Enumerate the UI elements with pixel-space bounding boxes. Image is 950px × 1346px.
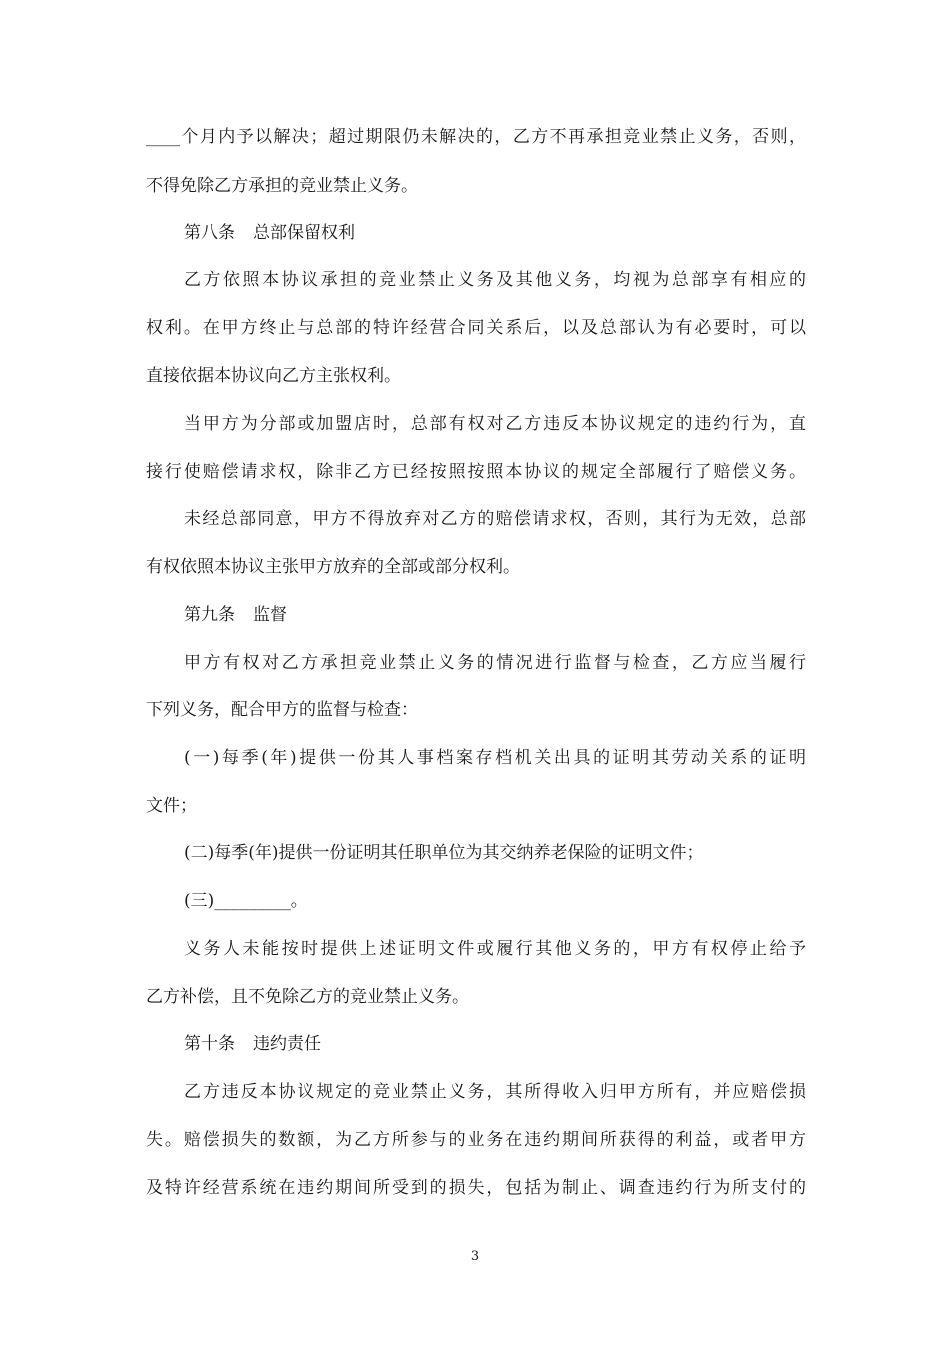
paragraph-line: 失。赔偿损失的数额，为乙方所参与的业务在违约期间所获得的利益，或者甲方	[146, 1130, 806, 1150]
article-number: 第八条	[184, 223, 235, 243]
list-item-line: (三)_________。	[184, 891, 308, 911]
paragraph-line: ____个月内予以解决；超过期限仍未解决的，乙方不再承担竞业禁止义务，否则，	[146, 127, 806, 147]
paragraph-line: 下列义务，配合甲方的监督与检查：	[146, 700, 418, 720]
paragraph-line: 权利。在甲方终止与总部的特许经营合同关系后，以及总部认为有必要时，可以	[146, 318, 806, 338]
article-8-heading	[184, 221, 806, 245]
paragraph-line: 接行使赔偿请求权，除非乙方已经按照按照本协议的规定全部履行了赔偿义务。	[146, 462, 806, 482]
list-item-line: (一)每季(年)提供一份其人事档案存档机关出具的证明其劳动关系的证明	[184, 748, 806, 768]
article-title: 监督	[253, 605, 287, 625]
article-title: 总部保留权利	[253, 223, 355, 243]
paragraph-line: 未经总部同意，甲方不得放弃对乙方的赔偿请求权，否则，其行为无效，总部	[184, 509, 806, 529]
paragraph-line: 义务人未能按时提供上述证明文件或履行其他义务的，甲方有权停止给予	[184, 939, 806, 959]
paragraph-line: 乙方补偿，且不免除乙方的竞业禁止义务。	[146, 987, 469, 1007]
article-9-heading	[184, 603, 806, 627]
paragraph-line: 直接依据本协议向乙方主张权利。	[146, 366, 401, 386]
list-item-line: (二)每季(年)提供一份证明其任职单位为其交纳养老保险的证明文件；	[184, 843, 704, 863]
paragraph-line: 不得免除乙方承担的竞业禁止义务。	[146, 176, 418, 196]
paragraph-line: 甲方有权对乙方承担竞业禁止义务的情况进行监督与检查，乙方应当履行	[184, 653, 806, 673]
article-10-heading	[184, 1032, 806, 1056]
page-number: 3	[470, 1249, 480, 1264]
paragraph-line: 当甲方为分部或加盟店时，总部有权对乙方违反本协议规定的违约行为，直	[184, 414, 806, 434]
paragraph-line: 有权依照本协议主张甲方放弃的全部或部分权利。	[146, 557, 520, 577]
paragraph-line: 及特许经营系统在违约期间所受到的损失，包括为制止、调查违约行为所支付的	[146, 1178, 806, 1198]
paragraph-line: 乙方违反本协议规定的竞业禁止义务，其所得收入归甲方所有，并应赔偿损	[184, 1082, 806, 1102]
article-number: 第九条	[184, 605, 235, 625]
list-item-line: 文件；	[146, 796, 197, 816]
article-title: 违约责任	[253, 1034, 321, 1054]
article-number: 第十条	[184, 1034, 235, 1054]
paragraph-line: 乙方依照本协议承担的竞业禁止义务及其他义务，均视为总部享有相应的	[184, 270, 806, 290]
